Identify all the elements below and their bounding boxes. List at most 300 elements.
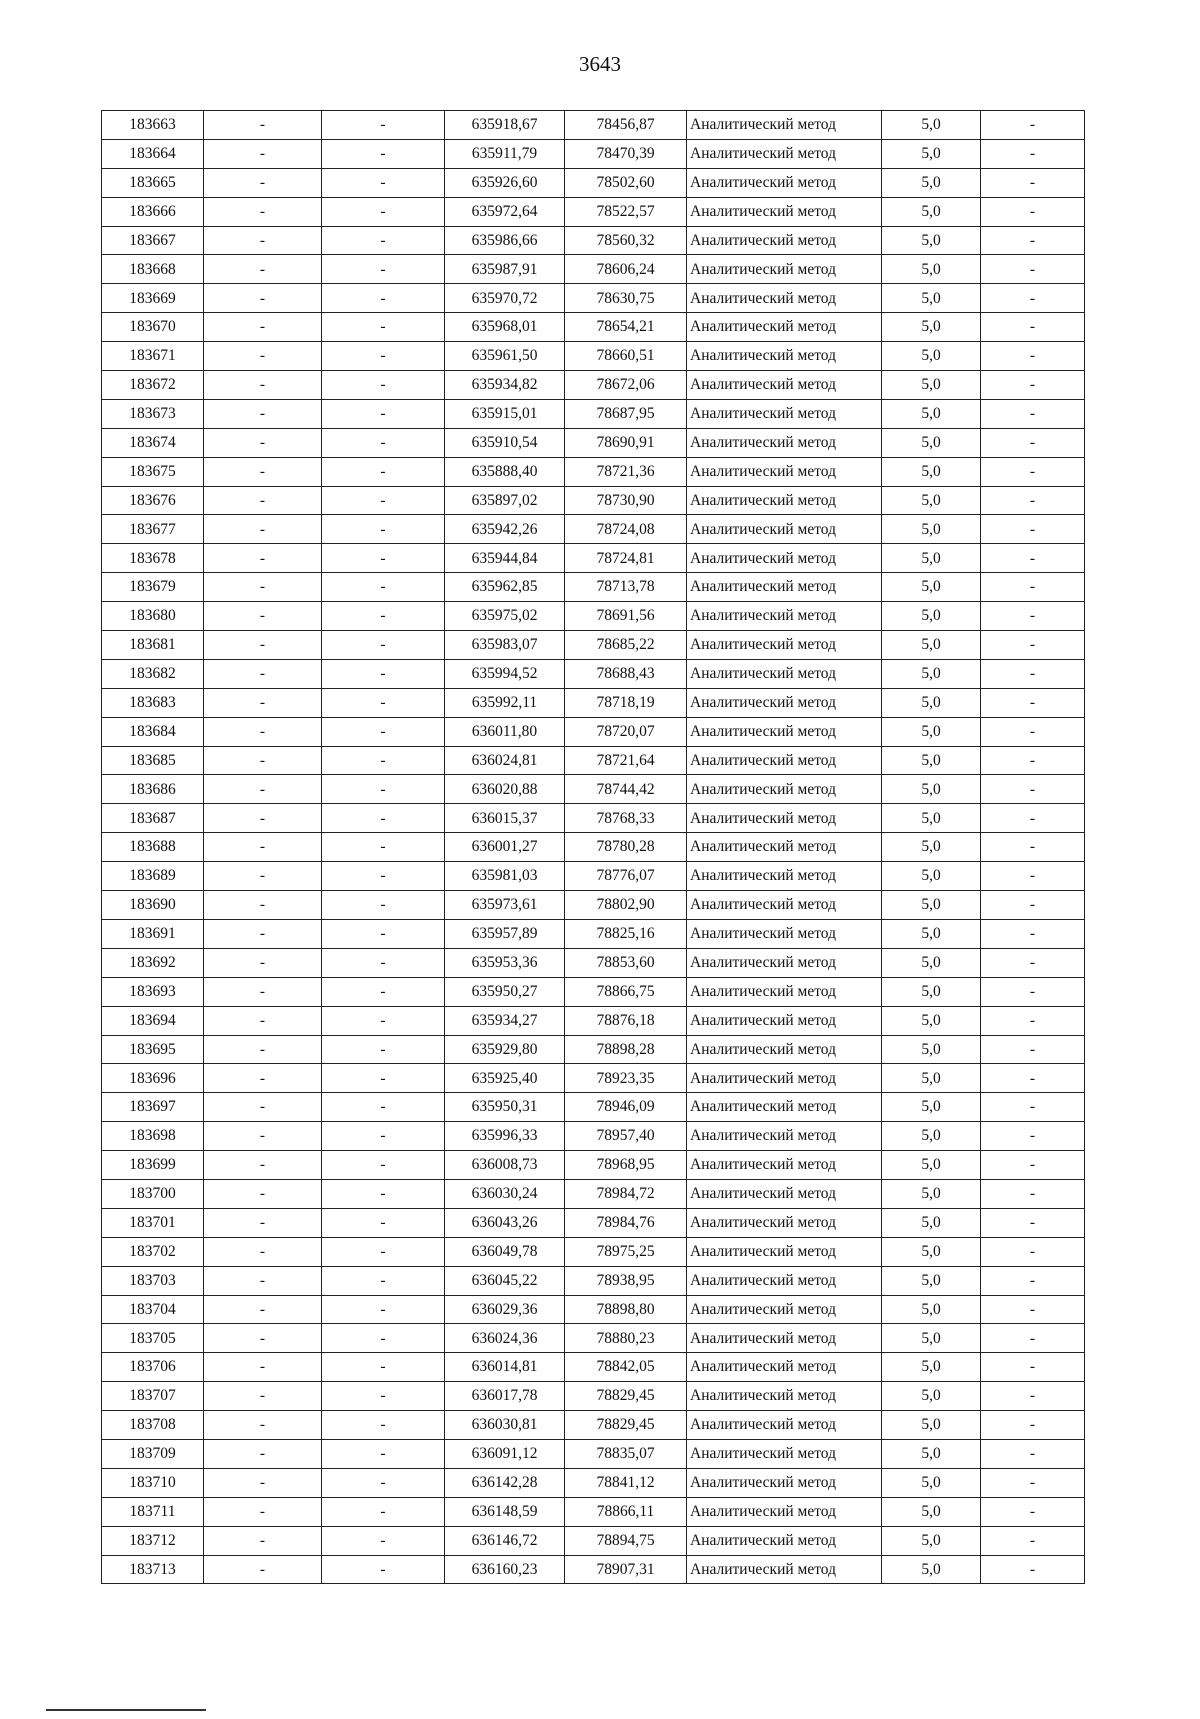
note-cell: - <box>981 515 1085 544</box>
accuracy-cell: 5,0 <box>882 1266 981 1295</box>
column-2-cell: - <box>204 1382 322 1411</box>
point-number-cell: 183710 <box>102 1468 204 1497</box>
point-number-cell: 183701 <box>102 1208 204 1237</box>
point-number-cell: 183690 <box>102 891 204 920</box>
y-coordinate-cell: 78456,87 <box>565 111 687 140</box>
point-number-cell: 183684 <box>102 717 204 746</box>
y-coordinate-cell: 78720,07 <box>565 717 687 746</box>
note-cell: - <box>981 313 1085 342</box>
x-coordinate-cell: 635911,79 <box>445 139 565 168</box>
column-2-cell: - <box>204 977 322 1006</box>
footer-rule <box>46 1709 206 1711</box>
point-number-cell: 183678 <box>102 544 204 573</box>
x-coordinate-cell: 636024,81 <box>445 746 565 775</box>
note-cell: - <box>981 1237 1085 1266</box>
note-cell: - <box>981 255 1085 284</box>
method-cell: Аналитический метод <box>687 197 882 226</box>
column-3-cell: - <box>322 919 445 948</box>
point-number-cell: 183681 <box>102 631 204 660</box>
note-cell: - <box>981 1555 1085 1584</box>
accuracy-cell: 5,0 <box>882 948 981 977</box>
note-cell: - <box>981 399 1085 428</box>
method-cell: Аналитический метод <box>687 226 882 255</box>
column-3-cell: - <box>322 428 445 457</box>
column-2-cell: - <box>204 284 322 313</box>
method-cell: Аналитический метод <box>687 977 882 1006</box>
method-cell: Аналитический метод <box>687 1555 882 1584</box>
table-row <box>102 168 1085 197</box>
accuracy-cell: 5,0 <box>882 1006 981 1035</box>
method-cell: Аналитический метод <box>687 399 882 428</box>
column-2-cell: - <box>204 775 322 804</box>
column-3-cell: - <box>322 1266 445 1295</box>
column-3-cell: - <box>322 1295 445 1324</box>
table-row <box>102 1324 1085 1353</box>
column-2-cell: - <box>204 1179 322 1208</box>
column-2-cell: - <box>204 804 322 833</box>
method-cell: Аналитический метод <box>687 1295 882 1324</box>
accuracy-cell: 5,0 <box>882 1179 981 1208</box>
y-coordinate-cell: 78744,42 <box>565 775 687 804</box>
note-cell: - <box>981 139 1085 168</box>
column-3-cell: - <box>322 573 445 602</box>
column-3-cell: - <box>322 631 445 660</box>
point-number-cell: 183674 <box>102 428 204 457</box>
table-row <box>102 428 1085 457</box>
method-cell: Аналитический метод <box>687 746 882 775</box>
table-row <box>102 1295 1085 1324</box>
point-number-cell: 183688 <box>102 833 204 862</box>
table-row <box>102 833 1085 862</box>
y-coordinate-cell: 78776,07 <box>565 862 687 891</box>
column-2-cell: - <box>204 919 322 948</box>
table-row <box>102 1237 1085 1266</box>
column-2-cell: - <box>204 833 322 862</box>
table-row <box>102 139 1085 168</box>
note-cell: - <box>981 486 1085 515</box>
y-coordinate-cell: 78730,90 <box>565 486 687 515</box>
point-number-cell: 183667 <box>102 226 204 255</box>
y-coordinate-cell: 78672,06 <box>565 371 687 400</box>
method-cell: Аналитический метод <box>687 428 882 457</box>
x-coordinate-cell: 635961,50 <box>445 342 565 371</box>
note-cell: - <box>981 284 1085 313</box>
method-cell: Аналитический метод <box>687 1411 882 1440</box>
note-cell: - <box>981 804 1085 833</box>
note-cell: - <box>981 1497 1085 1526</box>
column-3-cell: - <box>322 1208 445 1237</box>
table-row <box>102 804 1085 833</box>
y-coordinate-cell: 78470,39 <box>565 139 687 168</box>
note-cell: - <box>981 862 1085 891</box>
column-2-cell: - <box>204 1064 322 1093</box>
accuracy-cell: 5,0 <box>882 313 981 342</box>
point-number-cell: 183677 <box>102 515 204 544</box>
accuracy-cell: 5,0 <box>882 1295 981 1324</box>
column-3-cell: - <box>322 1151 445 1180</box>
y-coordinate-cell: 78502,60 <box>565 168 687 197</box>
point-number-cell: 183699 <box>102 1151 204 1180</box>
method-cell: Аналитический метод <box>687 1122 882 1151</box>
table-row <box>102 255 1085 284</box>
method-cell: Аналитический метод <box>687 1237 882 1266</box>
method-cell: Аналитический метод <box>687 948 882 977</box>
column-3-cell: - <box>322 775 445 804</box>
accuracy-cell: 5,0 <box>882 775 981 804</box>
x-coordinate-cell: 636029,36 <box>445 1295 565 1324</box>
column-3-cell: - <box>322 139 445 168</box>
y-coordinate-cell: 78721,64 <box>565 746 687 775</box>
method-cell: Аналитический метод <box>687 1468 882 1497</box>
x-coordinate-cell: 636146,72 <box>445 1526 565 1555</box>
y-coordinate-cell: 78829,45 <box>565 1411 687 1440</box>
note-cell: - <box>981 891 1085 920</box>
table-row <box>102 948 1085 977</box>
x-coordinate-cell: 636008,73 <box>445 1151 565 1180</box>
y-coordinate-cell: 78780,28 <box>565 833 687 862</box>
table-row <box>102 226 1085 255</box>
method-cell: Аналитический метод <box>687 1382 882 1411</box>
accuracy-cell: 5,0 <box>882 1497 981 1526</box>
column-2-cell: - <box>204 746 322 775</box>
column-2-cell: - <box>204 1497 322 1526</box>
note-cell: - <box>981 717 1085 746</box>
point-number-cell: 183687 <box>102 804 204 833</box>
point-number-cell: 183698 <box>102 1122 204 1151</box>
y-coordinate-cell: 78957,40 <box>565 1122 687 1151</box>
column-2-cell: - <box>204 313 322 342</box>
table-row <box>102 977 1085 1006</box>
y-coordinate-cell: 78894,75 <box>565 1526 687 1555</box>
accuracy-cell: 5,0 <box>882 919 981 948</box>
note-cell: - <box>981 342 1085 371</box>
x-coordinate-cell: 635968,01 <box>445 313 565 342</box>
accuracy-cell: 5,0 <box>882 631 981 660</box>
column-2-cell: - <box>204 1324 322 1353</box>
x-coordinate-cell: 635942,26 <box>445 515 565 544</box>
x-coordinate-cell: 636160,23 <box>445 1555 565 1584</box>
accuracy-cell: 5,0 <box>882 399 981 428</box>
x-coordinate-cell: 636043,26 <box>445 1208 565 1237</box>
y-coordinate-cell: 78880,23 <box>565 1324 687 1353</box>
method-cell: Аналитический метод <box>687 862 882 891</box>
column-2-cell: - <box>204 1555 322 1584</box>
point-number-cell: 183686 <box>102 775 204 804</box>
y-coordinate-cell: 78688,43 <box>565 659 687 688</box>
method-cell: Аналитический метод <box>687 111 882 140</box>
column-2-cell: - <box>204 659 322 688</box>
method-cell: Аналитический метод <box>687 1208 882 1237</box>
point-number-cell: 183685 <box>102 746 204 775</box>
note-cell: - <box>981 977 1085 1006</box>
column-3-cell: - <box>322 399 445 428</box>
note-cell: - <box>981 775 1085 804</box>
y-coordinate-cell: 78606,24 <box>565 255 687 284</box>
table-row <box>102 1266 1085 1295</box>
column-2-cell: - <box>204 1208 322 1237</box>
column-2-cell: - <box>204 948 322 977</box>
point-number-cell: 183668 <box>102 255 204 284</box>
y-coordinate-cell: 78984,76 <box>565 1208 687 1237</box>
x-coordinate-cell: 636014,81 <box>445 1353 565 1382</box>
point-number-cell: 183700 <box>102 1179 204 1208</box>
table-row <box>102 1179 1085 1208</box>
note-cell: - <box>981 1064 1085 1093</box>
note-cell: - <box>981 688 1085 717</box>
y-coordinate-cell: 78768,33 <box>565 804 687 833</box>
column-3-cell: - <box>322 688 445 717</box>
column-3-cell: - <box>322 1093 445 1122</box>
method-cell: Аналитический метод <box>687 1064 882 1093</box>
y-coordinate-cell: 78713,78 <box>565 573 687 602</box>
table-row <box>102 515 1085 544</box>
y-coordinate-cell: 78654,21 <box>565 313 687 342</box>
table-row <box>102 313 1085 342</box>
point-number-cell: 183673 <box>102 399 204 428</box>
accuracy-cell: 5,0 <box>882 573 981 602</box>
method-cell: Аналитический метод <box>687 1497 882 1526</box>
note-cell: - <box>981 457 1085 486</box>
y-coordinate-cell: 78876,18 <box>565 1006 687 1035</box>
column-3-cell: - <box>322 977 445 1006</box>
column-3-cell: - <box>322 544 445 573</box>
method-cell: Аналитический метод <box>687 1439 882 1468</box>
x-coordinate-cell: 635981,03 <box>445 862 565 891</box>
x-coordinate-cell: 635934,27 <box>445 1006 565 1035</box>
column-3-cell: - <box>322 111 445 140</box>
table-row <box>102 688 1085 717</box>
accuracy-cell: 5,0 <box>882 688 981 717</box>
column-2-cell: - <box>204 197 322 226</box>
x-coordinate-cell: 636015,37 <box>445 804 565 833</box>
point-number-cell: 183665 <box>102 168 204 197</box>
x-coordinate-cell: 635944,84 <box>445 544 565 573</box>
y-coordinate-cell: 78560,32 <box>565 226 687 255</box>
note-cell: - <box>981 1266 1085 1295</box>
x-coordinate-cell: 636142,28 <box>445 1468 565 1497</box>
note-cell: - <box>981 659 1085 688</box>
column-3-cell: - <box>322 804 445 833</box>
note-cell: - <box>981 602 1085 631</box>
accuracy-cell: 5,0 <box>882 1411 981 1440</box>
table-row <box>102 1439 1085 1468</box>
table-row <box>102 1526 1085 1555</box>
column-2-cell: - <box>204 486 322 515</box>
table-body <box>102 111 1085 1584</box>
note-cell: - <box>981 919 1085 948</box>
table-row <box>102 1035 1085 1064</box>
point-number-cell: 183707 <box>102 1382 204 1411</box>
table-row <box>102 457 1085 486</box>
accuracy-cell: 5,0 <box>882 1439 981 1468</box>
column-2-cell: - <box>204 1526 322 1555</box>
note-cell: - <box>981 1295 1085 1324</box>
column-2-cell: - <box>204 1353 322 1382</box>
table-row <box>102 919 1085 948</box>
accuracy-cell: 5,0 <box>882 1064 981 1093</box>
x-coordinate-cell: 635987,91 <box>445 255 565 284</box>
column-2-cell: - <box>204 226 322 255</box>
accuracy-cell: 5,0 <box>882 139 981 168</box>
note-cell: - <box>981 168 1085 197</box>
x-coordinate-cell: 635888,40 <box>445 457 565 486</box>
column-3-cell: - <box>322 1179 445 1208</box>
note-cell: - <box>981 544 1085 573</box>
point-number-cell: 183692 <box>102 948 204 977</box>
y-coordinate-cell: 78938,95 <box>565 1266 687 1295</box>
x-coordinate-cell: 635950,27 <box>445 977 565 1006</box>
accuracy-cell: 5,0 <box>882 168 981 197</box>
note-cell: - <box>981 746 1085 775</box>
y-coordinate-cell: 78923,35 <box>565 1064 687 1093</box>
point-number-cell: 183679 <box>102 573 204 602</box>
column-3-cell: - <box>322 891 445 920</box>
accuracy-cell: 5,0 <box>882 977 981 1006</box>
x-coordinate-cell: 635953,36 <box>445 948 565 977</box>
table-row <box>102 746 1085 775</box>
method-cell: Аналитический метод <box>687 544 882 573</box>
point-number-cell: 183682 <box>102 659 204 688</box>
accuracy-cell: 5,0 <box>882 1151 981 1180</box>
method-cell: Аналитический метод <box>687 139 882 168</box>
point-number-cell: 183663 <box>102 111 204 140</box>
accuracy-cell: 5,0 <box>882 197 981 226</box>
point-number-cell: 183691 <box>102 919 204 948</box>
column-2-cell: - <box>204 862 322 891</box>
column-3-cell: - <box>322 833 445 862</box>
note-cell: - <box>981 428 1085 457</box>
point-number-cell: 183708 <box>102 1411 204 1440</box>
point-number-cell: 183695 <box>102 1035 204 1064</box>
method-cell: Аналитический метод <box>687 1151 882 1180</box>
table-row <box>102 1006 1085 1035</box>
method-cell: Аналитический метод <box>687 573 882 602</box>
column-2-cell: - <box>204 631 322 660</box>
column-2-cell: - <box>204 717 322 746</box>
table-row <box>102 573 1085 602</box>
column-2-cell: - <box>204 428 322 457</box>
column-3-cell: - <box>322 1526 445 1555</box>
y-coordinate-cell: 78690,91 <box>565 428 687 457</box>
method-cell: Аналитический метод <box>687 1266 882 1295</box>
column-3-cell: - <box>322 1468 445 1497</box>
table-row <box>102 197 1085 226</box>
method-cell: Аналитический метод <box>687 775 882 804</box>
x-coordinate-cell: 636020,88 <box>445 775 565 804</box>
accuracy-cell: 5,0 <box>882 515 981 544</box>
note-cell: - <box>981 226 1085 255</box>
method-cell: Аналитический метод <box>687 342 882 371</box>
x-coordinate-cell: 635957,89 <box>445 919 565 948</box>
note-cell: - <box>981 1382 1085 1411</box>
method-cell: Аналитический метод <box>687 515 882 544</box>
note-cell: - <box>981 1179 1085 1208</box>
column-2-cell: - <box>204 139 322 168</box>
note-cell: - <box>981 371 1085 400</box>
table-row <box>102 1064 1085 1093</box>
method-cell: Аналитический метод <box>687 717 882 746</box>
method-cell: Аналитический метод <box>687 168 882 197</box>
x-coordinate-cell: 636024,36 <box>445 1324 565 1353</box>
column-2-cell: - <box>204 1468 322 1497</box>
point-number-cell: 183676 <box>102 486 204 515</box>
table-row <box>102 1353 1085 1382</box>
table-row <box>102 631 1085 660</box>
x-coordinate-cell: 635972,64 <box>445 197 565 226</box>
note-cell: - <box>981 948 1085 977</box>
column-2-cell: - <box>204 168 322 197</box>
table-row <box>102 544 1085 573</box>
x-coordinate-cell: 635996,33 <box>445 1122 565 1151</box>
note-cell: - <box>981 197 1085 226</box>
method-cell: Аналитический метод <box>687 1179 882 1208</box>
note-cell: - <box>981 573 1085 602</box>
accuracy-cell: 5,0 <box>882 1208 981 1237</box>
note-cell: - <box>981 1324 1085 1353</box>
column-2-cell: - <box>204 1237 322 1266</box>
x-coordinate-cell: 635962,85 <box>445 573 565 602</box>
x-coordinate-cell: 635994,52 <box>445 659 565 688</box>
table-row <box>102 1208 1085 1237</box>
note-cell: - <box>981 1093 1085 1122</box>
y-coordinate-cell: 78522,57 <box>565 197 687 226</box>
accuracy-cell: 5,0 <box>882 717 981 746</box>
table-row <box>102 1382 1085 1411</box>
point-number-cell: 183664 <box>102 139 204 168</box>
method-cell: Аналитический метод <box>687 833 882 862</box>
column-2-cell: - <box>204 399 322 428</box>
column-2-cell: - <box>204 573 322 602</box>
note-cell: - <box>981 833 1085 862</box>
accuracy-cell: 5,0 <box>882 544 981 573</box>
y-coordinate-cell: 78898,80 <box>565 1295 687 1324</box>
y-coordinate-cell: 78898,28 <box>565 1035 687 1064</box>
point-number-cell: 183671 <box>102 342 204 371</box>
method-cell: Аналитический метод <box>687 919 882 948</box>
point-number-cell: 183680 <box>102 602 204 631</box>
point-number-cell: 183689 <box>102 862 204 891</box>
y-coordinate-cell: 78975,25 <box>565 1237 687 1266</box>
y-coordinate-cell: 78724,81 <box>565 544 687 573</box>
point-number-cell: 183693 <box>102 977 204 1006</box>
column-2-cell: - <box>204 1151 322 1180</box>
table-row <box>102 486 1085 515</box>
column-3-cell: - <box>322 197 445 226</box>
y-coordinate-cell: 78866,11 <box>565 1497 687 1526</box>
y-coordinate-cell: 78907,31 <box>565 1555 687 1584</box>
y-coordinate-cell: 78721,36 <box>565 457 687 486</box>
x-coordinate-cell: 636030,24 <box>445 1179 565 1208</box>
x-coordinate-cell: 635992,11 <box>445 688 565 717</box>
note-cell: - <box>981 1439 1085 1468</box>
point-number-cell: 183669 <box>102 284 204 313</box>
column-2-cell: - <box>204 1035 322 1064</box>
column-3-cell: - <box>322 342 445 371</box>
accuracy-cell: 5,0 <box>882 111 981 140</box>
column-3-cell: - <box>322 1035 445 1064</box>
column-3-cell: - <box>322 457 445 486</box>
x-coordinate-cell: 636148,59 <box>445 1497 565 1526</box>
column-3-cell: - <box>322 1439 445 1468</box>
column-3-cell: - <box>322 486 445 515</box>
y-coordinate-cell: 78687,95 <box>565 399 687 428</box>
column-2-cell: - <box>204 891 322 920</box>
column-3-cell: - <box>322 1006 445 1035</box>
method-cell: Аналитический метод <box>687 1035 882 1064</box>
table-row <box>102 1497 1085 1526</box>
column-3-cell: - <box>322 602 445 631</box>
accuracy-cell: 5,0 <box>882 891 981 920</box>
